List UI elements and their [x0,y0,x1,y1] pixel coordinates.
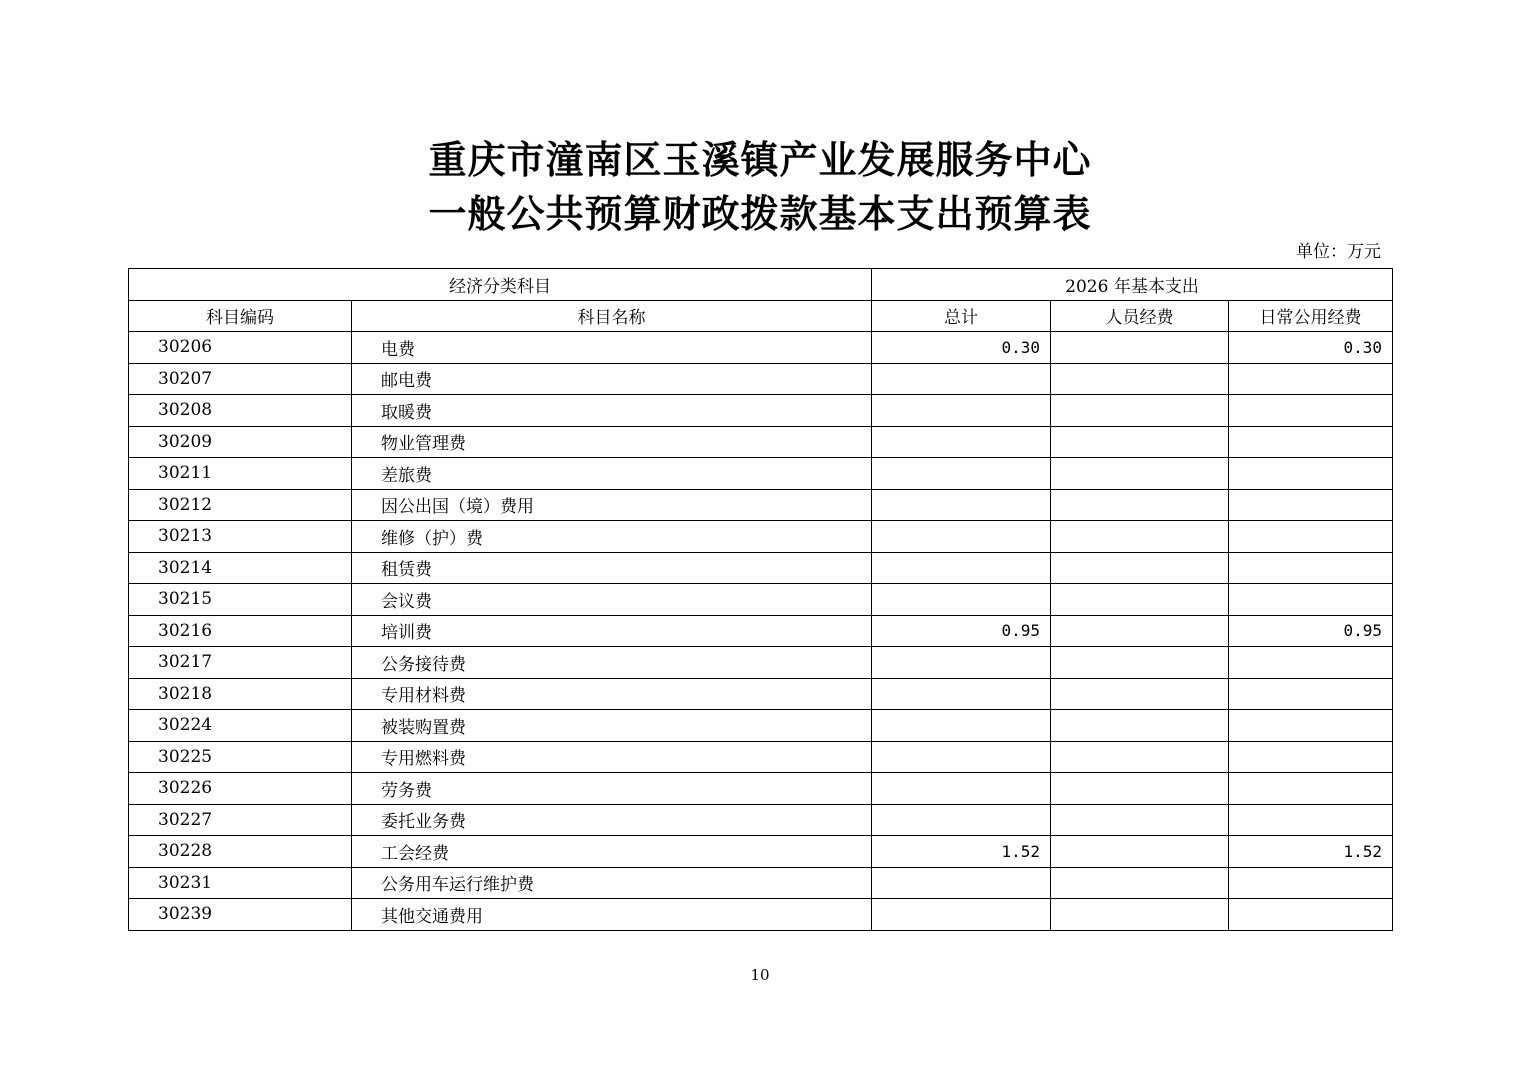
table-row [129,804,1393,836]
total-amount-cell [872,395,1051,427]
table-row [129,426,1393,458]
personnel-amount-cell [1051,521,1229,553]
item-code-cell: 30212 [129,489,352,521]
public-amount-cell [1229,552,1393,584]
total-amount-cell: 0.95 [872,615,1051,647]
item-code-cell: 30217 [129,647,352,679]
personnel-amount-cell [1051,647,1229,679]
total-amount-cell [872,867,1051,899]
item-code-cell: 30224 [129,710,352,742]
item-code-cell: 30206 [129,332,352,364]
item-name-cell: 差旅费 [352,458,872,490]
column-header-row [129,300,1393,332]
public-amount-cell: 1.52 [1229,836,1393,868]
name-column-header: 科目名称 [352,300,872,332]
total-amount-cell [872,647,1051,679]
item-code-cell: 30226 [129,773,352,805]
personnel-amount-cell [1051,741,1229,773]
item-name-cell: 工会经费 [352,836,872,868]
total-amount-cell [872,458,1051,490]
item-code-cell: 30227 [129,804,352,836]
total-amount-cell: 0.30 [872,332,1051,364]
personnel-amount-cell [1051,678,1229,710]
table-row [129,615,1393,647]
public-amount-cell [1229,458,1393,490]
group-header-row [129,269,1393,301]
personnel-amount-cell [1051,773,1229,805]
unit-label: 单位：万元 [1296,242,1381,262]
total-amount-cell [872,584,1051,616]
total-amount-cell [872,489,1051,521]
item-code-cell: 30228 [129,836,352,868]
public-amount-cell [1229,710,1393,742]
item-name-cell: 专用燃料费 [352,741,872,773]
personnel-amount-cell [1051,899,1229,931]
item-name-cell: 公务接待费 [352,647,872,679]
table-row [129,899,1393,931]
item-name-cell: 维修（护）费 [352,521,872,553]
item-name-cell: 专用材料费 [352,678,872,710]
table-row [129,741,1393,773]
table-row [129,678,1393,710]
personnel-amount-cell [1051,615,1229,647]
public-amount-cell [1229,363,1393,395]
item-name-cell: 其他交通费用 [352,899,872,931]
public-amount-cell: 0.30 [1229,332,1393,364]
table-row [129,395,1393,427]
public-amount-cell [1229,773,1393,805]
public-amount-cell [1229,395,1393,427]
personnel-amount-cell [1051,426,1229,458]
public-amount-cell [1229,741,1393,773]
public-amount-cell [1229,426,1393,458]
total-amount-cell [872,363,1051,395]
item-name-cell: 取暖费 [352,395,872,427]
personnel-amount-cell [1051,710,1229,742]
total-amount-cell [872,899,1051,931]
public-amount-cell [1229,584,1393,616]
personnel-amount-cell [1051,804,1229,836]
public-amount-cell [1229,804,1393,836]
economic-class-header: 经济分类科目 [129,269,872,301]
item-name-cell: 培训费 [352,615,872,647]
personnel-amount-cell [1051,584,1229,616]
table-row [129,867,1393,899]
table-row [129,363,1393,395]
personnel-column-header: 人员经费 [1051,300,1229,332]
personnel-amount-cell [1051,363,1229,395]
table-row [129,332,1393,364]
total-amount-cell [872,552,1051,584]
total-amount-cell [872,426,1051,458]
table-row [129,836,1393,868]
table-row [129,647,1393,679]
personnel-amount-cell [1051,867,1229,899]
public-column-header: 日常公用经费 [1229,300,1393,332]
page-number: 10 [750,966,770,984]
item-code-cell: 30209 [129,426,352,458]
public-amount-cell [1229,867,1393,899]
total-amount-cell [872,773,1051,805]
table-row [129,458,1393,490]
total-amount-cell [872,710,1051,742]
personnel-amount-cell [1051,552,1229,584]
item-code-cell: 30216 [129,615,352,647]
item-code-cell: 30215 [129,584,352,616]
table-row [129,552,1393,584]
item-name-cell: 公务用车运行维护费 [352,867,872,899]
personnel-amount-cell [1051,332,1229,364]
document-title-line-2: 一般公共预算财政拨款基本支出预算表 [428,191,1092,236]
item-name-cell: 租赁费 [352,552,872,584]
personnel-amount-cell [1051,458,1229,490]
public-amount-cell [1229,678,1393,710]
total-amount-cell: 1.52 [872,836,1051,868]
total-amount-cell [872,804,1051,836]
table-body [129,332,1393,931]
item-code-cell: 30211 [129,458,352,490]
item-name-cell: 邮电费 [352,363,872,395]
item-name-cell: 委托业务费 [352,804,872,836]
item-name-cell: 物业管理费 [352,426,872,458]
basic-expense-header: 2026 年基本支出 [872,269,1393,301]
total-amount-cell [872,678,1051,710]
table-row [129,584,1393,616]
item-name-cell: 被装购置费 [352,710,872,742]
item-code-cell: 30214 [129,552,352,584]
table-row [129,773,1393,805]
personnel-amount-cell [1051,836,1229,868]
item-name-cell: 劳务费 [352,773,872,805]
public-amount-cell: 0.95 [1229,615,1393,647]
total-amount-cell [872,741,1051,773]
item-name-cell: 电费 [352,332,872,364]
code-column-header: 科目编码 [129,300,352,332]
item-code-cell: 30207 [129,363,352,395]
budget-table [128,268,1393,931]
personnel-amount-cell [1051,489,1229,521]
item-code-cell: 30218 [129,678,352,710]
item-code-cell: 30231 [129,867,352,899]
item-name-cell: 因公出国（境）费用 [352,489,872,521]
public-amount-cell [1229,489,1393,521]
item-code-cell: 30225 [129,741,352,773]
total-column-header: 总计 [872,300,1051,332]
item-code-cell: 30208 [129,395,352,427]
public-amount-cell [1229,521,1393,553]
public-amount-cell [1229,899,1393,931]
document-title-line-1: 重庆市潼南区玉溪镇产业发展服务中心 [428,137,1092,182]
table-row [129,489,1393,521]
table-row [129,710,1393,742]
public-amount-cell [1229,647,1393,679]
item-code-cell: 30213 [129,521,352,553]
total-amount-cell [872,521,1051,553]
table-row [129,521,1393,553]
item-name-cell: 会议费 [352,584,872,616]
personnel-amount-cell [1051,395,1229,427]
item-code-cell: 30239 [129,899,352,931]
